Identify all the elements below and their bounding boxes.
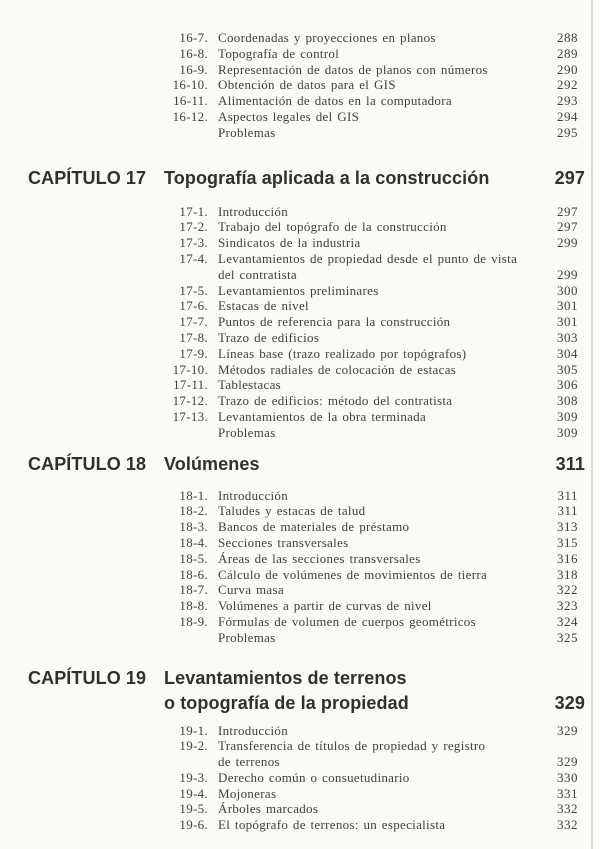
entry-title	[218, 109, 359, 125]
entry-page-number: 300	[557, 282, 578, 298]
entry-number: 19-1.	[179, 722, 208, 738]
toc-section-chapter-16-continued	[0, 30, 600, 141]
scan-edge-line	[591, 0, 593, 849]
entry-title	[218, 314, 450, 330]
entry-page-number: 288	[557, 30, 578, 45]
entry-page-number: 309	[557, 408, 578, 424]
entry-title	[218, 535, 348, 551]
toc-entry	[0, 630, 600, 646]
entry-title	[218, 204, 288, 220]
chapter-title-line: Volúmenes	[164, 453, 260, 474]
entry-title-line: Árboles marcados	[218, 801, 319, 817]
toc-entry	[0, 346, 600, 362]
entry-title	[218, 235, 360, 251]
chapter-label: CAPÍTULO 17	[28, 167, 147, 188]
entry-title	[218, 251, 517, 283]
entry-page-number: 329	[557, 754, 578, 770]
entry-title	[218, 519, 409, 535]
entry-number: 16-8.	[179, 45, 208, 61]
entry-page-number: 299	[557, 266, 578, 282]
entry-page-number: 308	[557, 393, 578, 409]
entry-title-line: Áreas de las secciones transversales	[218, 550, 421, 566]
entry-title-line: Trazo de edificios: método del contratista	[218, 393, 453, 409]
toc-entry	[0, 125, 600, 141]
toc-entries	[0, 488, 600, 646]
entry-number: 18-5.	[179, 550, 208, 566]
entry-number: 17-2.	[179, 219, 208, 235]
entry-title-line: Taludes y estacas de talud	[218, 503, 366, 519]
entry-number: 17-8.	[179, 329, 208, 345]
toc-entry	[0, 46, 600, 62]
toc-entry	[0, 314, 600, 330]
entry-title	[218, 488, 288, 504]
chapter-page-number: 329	[554, 692, 585, 713]
chapter-heading	[0, 166, 600, 191]
entry-title-line: Levantamientos preliminares	[218, 282, 379, 298]
toc-entry	[0, 817, 600, 833]
entry-page-number: 311	[557, 503, 578, 519]
toc-entry	[0, 567, 600, 583]
toc-entries	[0, 30, 600, 141]
entry-number: 17-6.	[179, 298, 208, 314]
entry-title	[218, 582, 284, 598]
entry-title	[218, 298, 309, 314]
entry-page-number: 330	[557, 769, 578, 785]
chapter-title	[164, 666, 409, 716]
entry-title	[218, 614, 476, 630]
entry-number: 18-2.	[179, 503, 208, 519]
toc-entries	[0, 723, 600, 834]
chapter-title-line: Topografía aplicada a la construcción	[164, 167, 490, 188]
entry-title-line: Métodos radiales de colocación de estacas	[218, 361, 457, 377]
entry-number: 18-9.	[179, 613, 208, 629]
entry-title	[218, 817, 445, 833]
toc-entry	[0, 93, 600, 109]
entry-page-number: 315	[557, 534, 578, 550]
chapter-title-line: Levantamientos de terrenos	[164, 667, 407, 688]
toc-entry	[0, 535, 600, 551]
entry-page-number: 290	[557, 61, 578, 77]
entry-number: 18-8.	[179, 598, 208, 614]
entry-title	[218, 219, 447, 235]
toc-entry	[0, 723, 600, 739]
entry-title	[218, 551, 421, 567]
entry-page-number: 301	[557, 298, 578, 314]
chapter-page-number: 311	[555, 453, 585, 474]
toc-entry	[0, 551, 600, 567]
entry-number: 16-11.	[173, 93, 208, 109]
entry-title	[218, 346, 466, 362]
entry-title-line: Levantamientos de propiedad desde el punto de vista	[218, 250, 518, 266]
entry-title	[218, 503, 365, 519]
toc-entry	[0, 393, 600, 409]
entry-title	[218, 598, 432, 614]
entry-title-line: Trazo de edificios	[218, 329, 320, 345]
entry-number: 19-2.	[179, 738, 208, 754]
entry-number: 19-4.	[179, 785, 208, 801]
entry-title-line: Curva masa	[218, 582, 284, 598]
entry-title-line: Problemas	[218, 424, 276, 440]
toc-entry	[0, 488, 600, 504]
entry-page-number: 331	[557, 785, 578, 801]
entry-title-line: Mojoneras	[218, 785, 277, 801]
entry-page-number: 329	[557, 722, 578, 738]
entry-title	[218, 125, 276, 141]
toc-entry	[0, 582, 600, 598]
entry-page-number: 309	[557, 424, 578, 440]
toc-entry	[0, 77, 600, 93]
entry-page-number: 305	[557, 361, 578, 377]
entry-page-number: 297	[557, 219, 578, 235]
toc-section-chapter-18	[0, 452, 600, 646]
entry-title	[218, 723, 288, 739]
entry-page-number: 293	[557, 93, 578, 109]
entry-title-line: Tablestacas	[218, 377, 282, 393]
entry-number: 18-1.	[179, 487, 208, 503]
entry-page-number: 325	[557, 629, 578, 645]
entry-title	[218, 409, 426, 425]
toc-entry	[0, 770, 600, 786]
toc-entry	[0, 409, 600, 425]
toc-entry	[0, 738, 600, 770]
entry-title-line: del contratista	[218, 266, 297, 282]
toc-section-chapter-19	[0, 666, 600, 834]
entry-title-line: Derecho común o consuetudinario	[218, 769, 410, 785]
toc-section-chapter-17	[0, 166, 600, 441]
entry-title-line: Obtención de datos para el GIS	[218, 77, 396, 93]
entry-page-number: 322	[557, 582, 578, 598]
entry-number: 17-13.	[172, 408, 208, 424]
toc-entry	[0, 298, 600, 314]
entry-page-number: 299	[557, 235, 578, 251]
toc-entry	[0, 330, 600, 346]
entry-page-number: 294	[557, 108, 578, 124]
entry-title	[218, 770, 410, 786]
entry-title	[218, 93, 452, 109]
entry-page-number: 301	[557, 314, 578, 330]
chapter-page-number: 297	[554, 167, 585, 188]
toc-entry	[0, 377, 600, 393]
entry-page-number: 323	[557, 598, 578, 614]
toc-entry	[0, 503, 600, 519]
entry-title-line: Levantamientos de la obra terminada	[218, 408, 427, 424]
entry-title-line: Transferencia de títulos de propiedad y registro	[218, 738, 486, 754]
entry-number: 18-4.	[179, 534, 208, 550]
entry-title-line: Fórmulas de volumen de cuerpos geométricos	[218, 613, 476, 629]
toc-entry	[0, 362, 600, 378]
toc-entry	[0, 801, 600, 817]
toc-entry	[0, 283, 600, 299]
entry-title-line: Problemas	[218, 629, 276, 645]
toc-entry	[0, 251, 600, 283]
toc-entry	[0, 62, 600, 78]
entry-title	[218, 62, 488, 78]
entry-page-number: 316	[557, 550, 578, 566]
toc-entry	[0, 614, 600, 630]
toc-entries	[0, 204, 600, 441]
entry-page-number: 292	[557, 77, 578, 93]
entry-page-number: 311	[557, 487, 578, 503]
entry-title	[218, 330, 319, 346]
entry-title	[218, 567, 487, 583]
chapter-heading	[0, 666, 600, 716]
entry-page-number: 332	[557, 801, 578, 817]
entry-title-line: de terrenos	[218, 754, 280, 770]
toc-entry	[0, 204, 600, 220]
entry-page-number: 289	[557, 45, 578, 61]
entry-title-line: El topógrafo de terrenos: un especialista	[218, 817, 446, 833]
entry-number: 17-9.	[179, 345, 208, 361]
entry-title-line: Representación de datos de planos con números	[218, 61, 488, 77]
entry-page-number: 324	[557, 613, 578, 629]
entry-title-line: Introducción	[218, 203, 289, 219]
entry-page-number: 313	[557, 519, 578, 535]
chapter-label: CAPÍTULO 18	[28, 453, 147, 474]
entry-title-line: Bancos de materiales de préstamo	[218, 519, 410, 535]
entry-number: 19-6.	[179, 817, 208, 833]
entry-title	[218, 30, 436, 46]
entry-number: 16-10.	[172, 77, 208, 93]
entry-title-line: Trabajo del topógrafo de la construcción	[218, 219, 447, 235]
chapter-title	[164, 452, 260, 477]
entry-title	[218, 377, 281, 393]
entry-number: 18-7.	[179, 582, 208, 598]
entry-title-line: Alimentación de datos en la computadora	[218, 93, 452, 109]
entry-title-line: Volúmenes a partir de curvas de nivel	[218, 598, 432, 614]
entry-number: 17-12.	[172, 393, 208, 409]
entry-title-line: Topografía de control	[218, 45, 340, 61]
entry-number: 19-3.	[179, 769, 208, 785]
entry-number: 17-1.	[179, 203, 208, 219]
chapter-heading	[0, 452, 600, 477]
toc-entry	[0, 109, 600, 125]
chapter-label: CAPÍTULO 19	[28, 667, 147, 688]
toc-entry	[0, 235, 600, 251]
entry-number: 16-9.	[179, 61, 208, 77]
entry-page-number: 297	[557, 203, 578, 219]
entry-number: 17-11.	[173, 377, 208, 393]
entry-title	[218, 630, 276, 646]
entry-title-line: Líneas base (trazo realizado por topógrafos)	[218, 345, 467, 361]
entry-number: 18-6.	[179, 566, 208, 582]
entry-number: 17-10.	[172, 361, 208, 377]
toc-entry	[0, 786, 600, 802]
entry-title-line: Introducción	[218, 487, 289, 503]
entry-title	[218, 786, 276, 802]
entry-title-line: Introducción	[218, 722, 289, 738]
entry-title-line: Aspectos legales del GIS	[218, 108, 360, 124]
entry-title	[218, 393, 452, 409]
entry-number: 17-3.	[179, 235, 208, 251]
entry-title	[218, 283, 379, 299]
entry-page-number: 318	[557, 566, 578, 582]
entry-number: 17-4.	[179, 250, 208, 266]
toc-entry	[0, 30, 600, 46]
chapter-title-line: o topografía de la propiedad	[164, 692, 409, 713]
entry-page-number: 295	[557, 124, 578, 140]
entry-page-number: 303	[557, 329, 578, 345]
entry-title	[218, 425, 276, 441]
entry-title-line: Sindicatos de la industria	[218, 235, 361, 251]
entry-title-line: Secciones transversales	[218, 534, 349, 550]
entry-title	[218, 801, 318, 817]
toc-entry	[0, 425, 600, 441]
entry-page-number: 304	[557, 345, 578, 361]
entry-title	[218, 46, 339, 62]
entry-number: 18-3.	[179, 519, 208, 535]
entry-number: 16-12.	[172, 108, 208, 124]
entry-title-line: Coordenadas y proyecciones en planos	[218, 30, 436, 45]
entry-number: 17-5.	[179, 282, 208, 298]
toc-content	[0, 30, 600, 833]
entry-title-line: Puntos de referencia para la construcción	[218, 314, 451, 330]
entry-title-line: Problemas	[218, 124, 276, 140]
toc-entry	[0, 519, 600, 535]
entry-page-number: 332	[557, 817, 578, 833]
entry-page-number: 306	[557, 377, 578, 393]
entry-title	[218, 77, 396, 93]
entry-title	[218, 362, 456, 378]
chapter-title	[164, 166, 489, 191]
entry-title-line: Estacas de nivel	[218, 298, 309, 314]
entry-number: 17-7.	[179, 314, 208, 330]
toc-entry	[0, 598, 600, 614]
toc-entry	[0, 219, 600, 235]
entry-number: 16-7.	[179, 30, 208, 45]
entry-title	[218, 738, 485, 770]
entry-number: 19-5.	[179, 801, 208, 817]
entry-title-line: Cálculo de volúmenes de movimientos de tierra	[218, 566, 488, 582]
